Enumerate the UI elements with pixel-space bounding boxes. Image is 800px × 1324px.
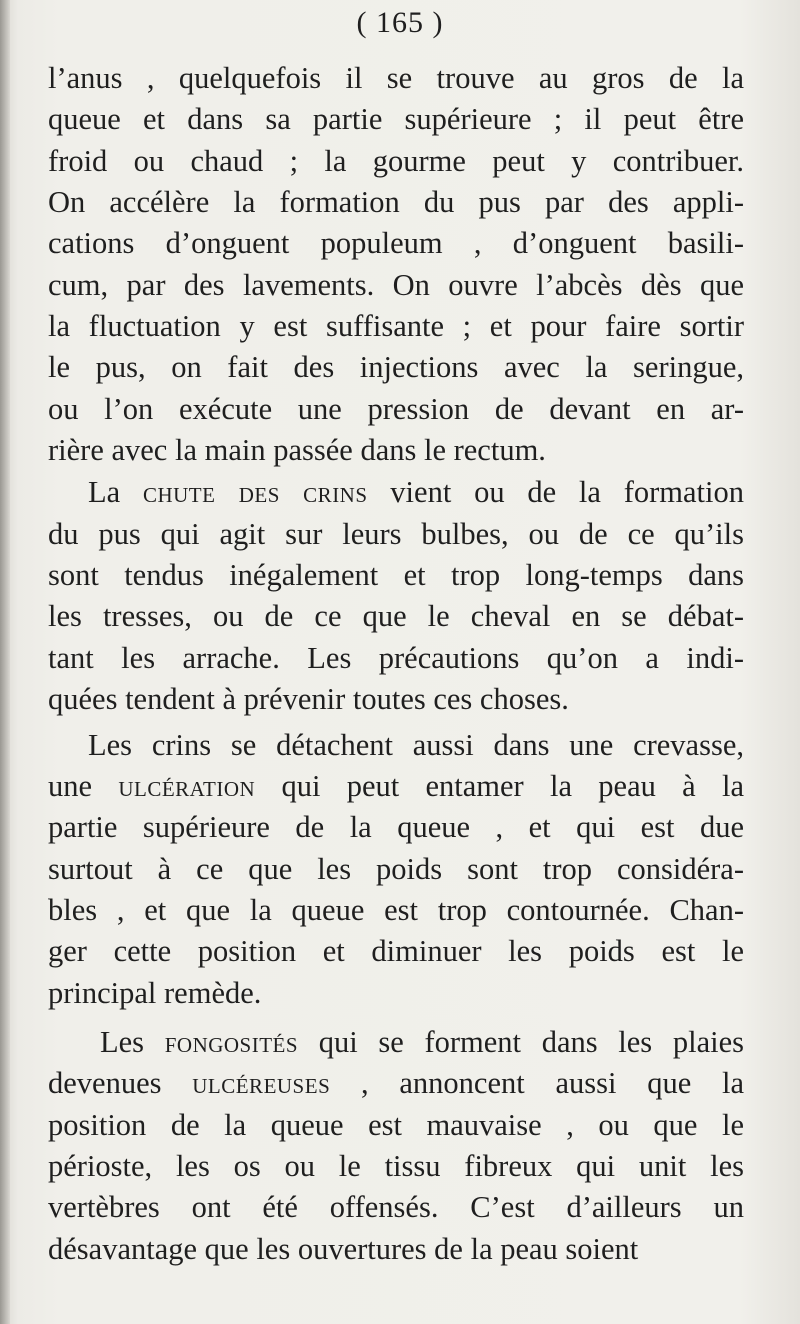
text-run: vertèbres ont été offensés. C’est d’ailleurs un (48, 1190, 744, 1225)
text-run: La (88, 475, 143, 510)
page-binding-edge (0, 0, 10, 1324)
text-line (48, 849, 744, 890)
text-run: rière avec la main passée dans le rectum. (48, 433, 546, 468)
small-caps-term: ulcéreuses (192, 1066, 331, 1101)
text-run: cations d’onguent populeum , d’onguent basili- (48, 226, 744, 261)
text-line (48, 265, 744, 306)
page-number: ( 165 ) (356, 6, 444, 39)
text-run: l’anus , quelquefois il se trouve au gros de la (48, 61, 744, 95)
text-run: les tresses, ou de ce que le cheval en se débat- (48, 599, 744, 634)
text-run: du pus qui agit sur leurs bulbes, ou de ce qu’ils (48, 516, 744, 551)
text-run: partie supérieure de la queue , et qui est due (48, 810, 744, 845)
text-run: principal remède. (48, 975, 262, 1010)
text-run: qui se forment dans les plaies (298, 1024, 744, 1059)
text-run: ou l’on exécute une pression de devant en ar- (48, 391, 744, 426)
text-run: une (48, 768, 119, 803)
text-line (48, 890, 744, 931)
text-run: surtout à ce que les poids sont trop considéra- (48, 851, 744, 886)
text-line (48, 306, 744, 347)
text-run: le pus, on fait des injections avec la seringue, (48, 350, 744, 385)
text-run: sont tendus inégalement et trop long-temps dans (48, 558, 744, 593)
text-line (48, 973, 744, 1014)
text-run: qui peut entamer la peau à la (255, 768, 744, 803)
text-run: désavantage que les ouvertures de la peau soient (48, 1231, 639, 1266)
text-run: position de la queue est mauvaise , ou que le (48, 1107, 744, 1142)
text-line (48, 766, 744, 807)
text-line (48, 1063, 744, 1104)
text-run: queue et dans sa partie supérieure ; il peut être (48, 102, 744, 137)
text-line (48, 141, 744, 182)
text-line (48, 1187, 744, 1228)
text-run: devenues (48, 1066, 193, 1101)
text-line (48, 596, 744, 637)
text-line (48, 1146, 744, 1187)
text-run: la fluctuation y est suffisante ; et pour faire sortir (48, 309, 744, 344)
text-line (48, 1022, 744, 1063)
text-line (48, 182, 744, 223)
text-line (48, 807, 744, 848)
text-run: vient ou de la formation (367, 475, 744, 510)
text-line (48, 555, 744, 596)
text-line (48, 514, 744, 555)
paragraph (48, 472, 744, 720)
text-line (48, 347, 744, 388)
text-run: bles , et que la queue est trop contournée. Chan- (48, 892, 744, 927)
text-run: cum, par des lavements. On ouvre l’abcès dès que (48, 267, 744, 302)
text-line (48, 430, 744, 471)
text-run: , annoncent aussi que la (330, 1066, 744, 1101)
paragraph (48, 725, 744, 1014)
text-run: Les crins se détachent aussi dans une crevasse, (88, 727, 744, 762)
body-text (48, 58, 744, 1270)
text-line (48, 679, 744, 720)
text-line (48, 58, 744, 99)
text-run: quées tendent à prévenir toutes ces choses. (48, 682, 569, 717)
text-line (48, 1105, 744, 1146)
text-line (48, 472, 744, 513)
text-line (48, 638, 744, 679)
text-run: Les (100, 1024, 165, 1059)
small-caps-term: fongosités (164, 1024, 299, 1059)
small-caps-term: chute des crins (142, 475, 368, 510)
paragraph (48, 58, 744, 471)
text-run: On accélère la formation du pus par des appli- (48, 185, 744, 220)
text-run: tant les arrache. Les précautions qu’on a indi- (48, 640, 744, 675)
text-line (48, 1229, 744, 1270)
small-caps-term: ulcération (118, 768, 256, 803)
paragraph (48, 1022, 744, 1270)
text-run: périoste, les os ou le tissu fibreux qui unit les (48, 1148, 744, 1183)
text-line (48, 99, 744, 140)
text-run: froid ou chaud ; la gourme peut y contribuer. (48, 143, 744, 178)
text-line (48, 223, 744, 264)
text-line (48, 931, 744, 972)
text-line (48, 389, 744, 430)
text-line (48, 725, 744, 766)
text-run: ger cette position et diminuer les poids est le (48, 934, 744, 969)
